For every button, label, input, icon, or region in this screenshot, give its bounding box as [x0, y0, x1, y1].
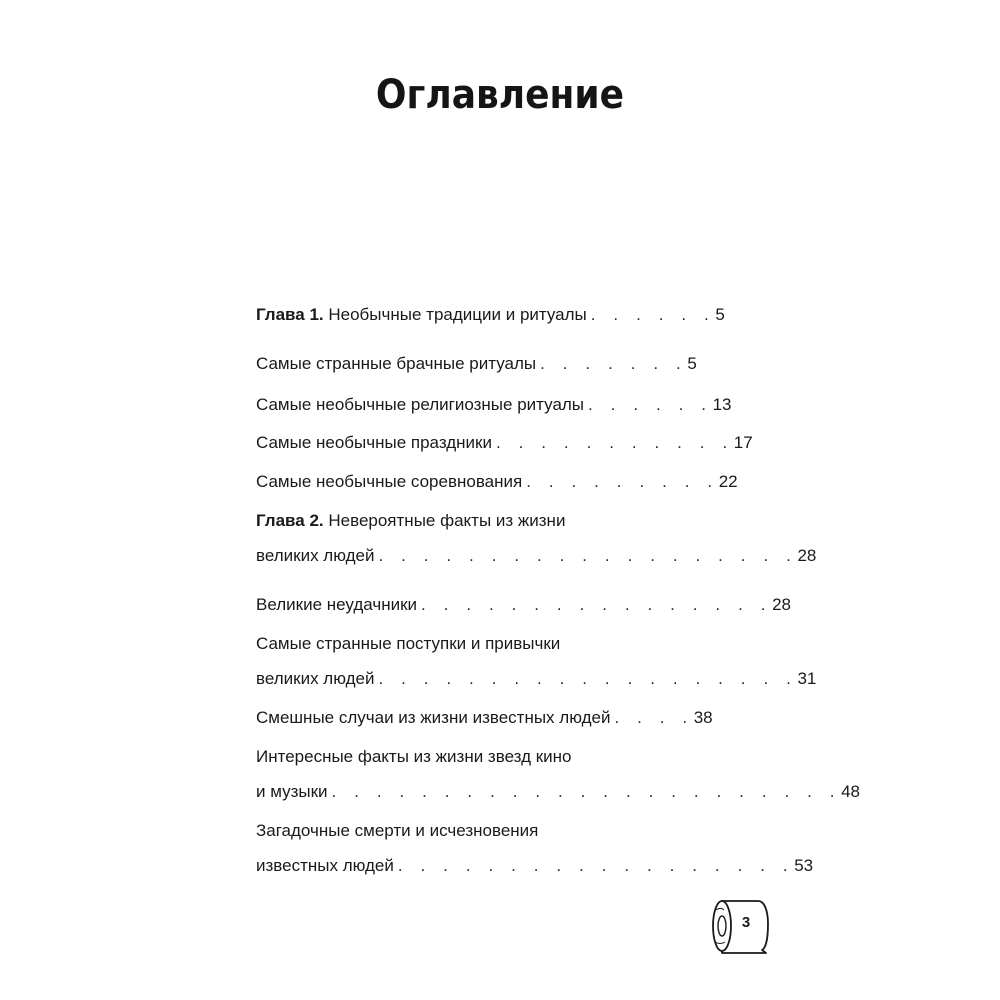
toc-leader-dots: . . . . . . . . . — [526, 472, 719, 491]
toc-leader-dots: . . . . . . — [590, 305, 716, 324]
toc-page-number: 17 — [733, 433, 753, 452]
toc-leader-dots: . . . . . . — [588, 395, 713, 414]
toc-entry[interactable] — [256, 590, 791, 620]
toc-page-number: 38 — [693, 708, 713, 727]
page-title: Оглавление — [375, 72, 625, 118]
toc-entry-continuation[interactable] — [256, 851, 814, 881]
toc-entry-chapter-1[interactable] — [256, 300, 725, 330]
toc-page-number: 5 — [715, 305, 725, 324]
toc-entry-text: Великие неудачники — [256, 595, 418, 614]
toc-page-number: 28 — [797, 546, 817, 565]
toc-page-number: 28 — [772, 595, 791, 614]
toc-entry-continuation[interactable] — [256, 664, 817, 694]
page-number: 3 — [741, 914, 751, 931]
toc-entry-chapter-2[interactable] — [256, 506, 696, 536]
toc-page-number: 53 — [794, 856, 814, 875]
toc-chapter-prefix: Глава 2. — [256, 511, 324, 530]
toc-entry[interactable] — [256, 349, 696, 379]
toc-entry-text: Самые странные брачные ритуалы — [256, 354, 537, 373]
toc-entry-text: Самые необычные соревнования — [256, 472, 523, 491]
toc-chapter-prefix: Глава 1. — [256, 305, 324, 324]
toc-page-number: 13 — [712, 395, 732, 414]
toc-entry[interactable] — [256, 742, 696, 772]
toc-page-number: 31 — [797, 669, 817, 688]
toc-entry-text: Невероятные факты из жизни — [328, 511, 566, 530]
toc-leader-dots: . . . . . . . . . . . . . . . . — [421, 595, 773, 614]
toc-entry-text: известных людей — [256, 856, 394, 875]
toc-entry-text: Интересные факты из жизни звезд кино — [256, 747, 572, 766]
toc-leader-dots: . . . . . . . . . . . . . . . . . . . — [378, 546, 798, 565]
toc-entry-text: Смешные случаи из жизни известных людей — [256, 708, 611, 727]
toc-entry[interactable] — [256, 390, 732, 420]
toc-entry-text: и музыки — [256, 782, 328, 801]
toc-page-number: 22 — [718, 472, 738, 491]
toc-entry-text: Самые странные поступки и привычки — [256, 634, 561, 653]
toc-entry[interactable] — [256, 629, 696, 659]
toc-leader-dots: . . . . . . . . . . . — [495, 433, 734, 452]
toc-leader-dots: . . . . . . . . . . . . . . . . . . . — [378, 669, 798, 688]
toc-entry-text: великих людей — [256, 669, 375, 688]
toc-entry-text: Самые необычные религиозные ритуалы — [256, 395, 585, 414]
toc-entry-continuation[interactable] — [256, 777, 861, 807]
toc-entry-continuation[interactable] — [256, 541, 817, 571]
toc-entry[interactable] — [256, 703, 713, 733]
toc-entry-text: Самые необычные праздники — [256, 433, 492, 452]
toc-entry[interactable] — [256, 467, 738, 497]
table-of-contents — [256, 0, 861, 1000]
toc-entry-text: Загадочные смерти и исчезновения — [256, 821, 539, 840]
toc-page-number: 48 — [841, 782, 861, 801]
toc-page-number: 5 — [687, 354, 697, 373]
toc-entry-text: великих людей — [256, 546, 375, 565]
toc-leader-dots: . . . . . . . . . . . . . . . . . . . . . . . — [331, 782, 842, 801]
toc-entry-text: Необычные традиции и ритуалы — [328, 305, 587, 324]
toc-leader-dots: . . . . — [614, 708, 694, 727]
toc-entry[interactable] — [256, 428, 753, 458]
toc-leader-dots: . . . . . . . . . . . . . . . . . . — [397, 856, 795, 875]
toc-entry[interactable] — [256, 816, 696, 846]
toc-leader-dots: . . . . . . . — [540, 354, 688, 373]
